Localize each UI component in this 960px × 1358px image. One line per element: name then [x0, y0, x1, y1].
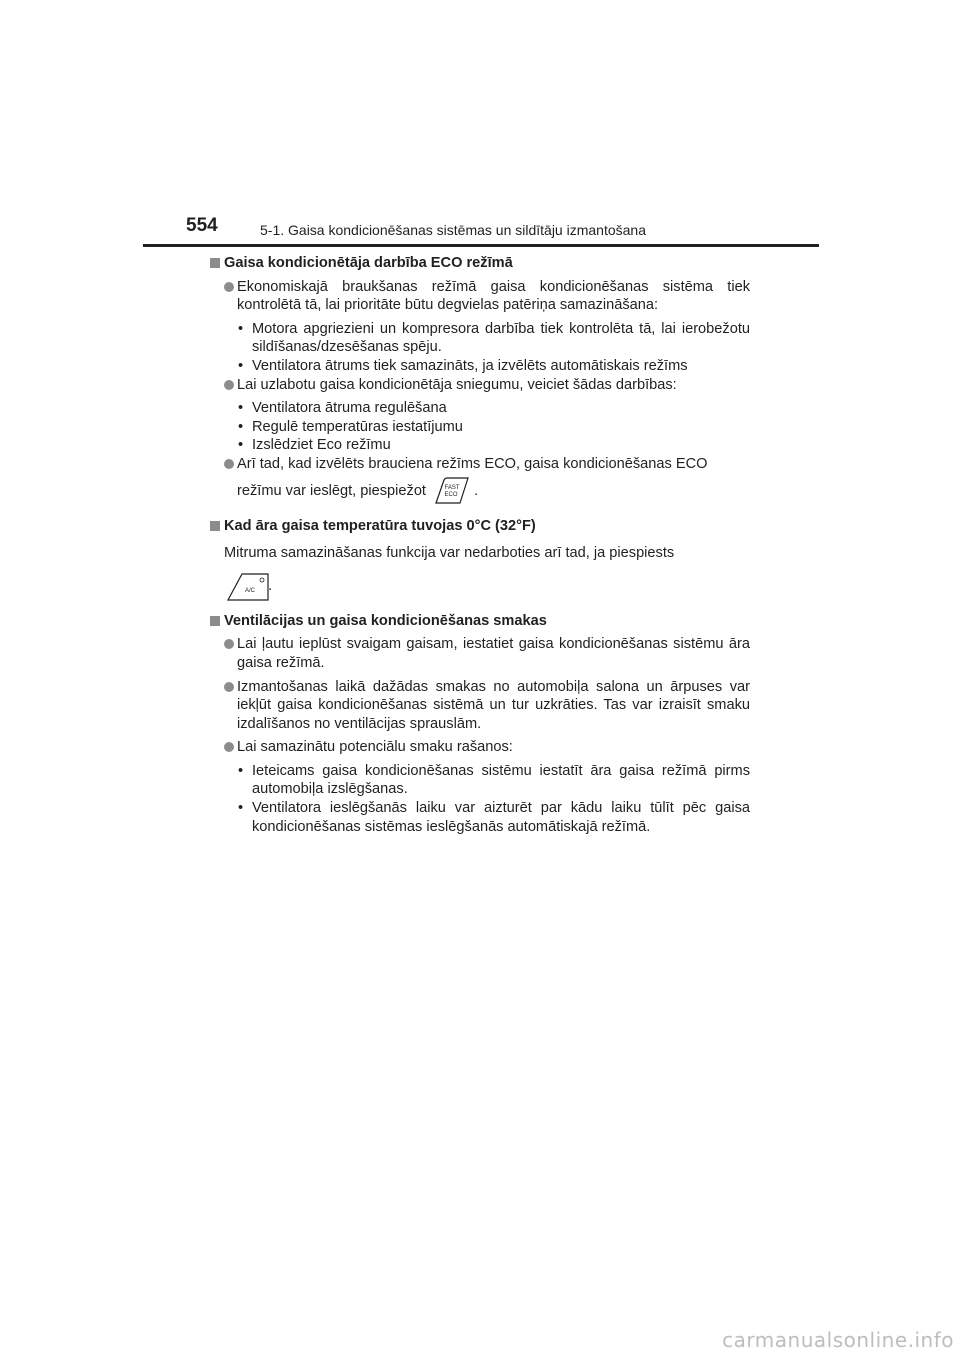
sub-item-text: Izslēdziet Eco režīmu — [252, 437, 391, 454]
square-bullet-icon — [210, 521, 220, 531]
ac-button-icon — [224, 572, 264, 600]
sub-list-item — [210, 320, 750, 357]
sub-item-text: Motora apgriezieni un kompresora darbība tiek kontrolēta tā, lai ierobežotu sildīšanas/dzesēšanas spēju. — [252, 320, 750, 356]
paragraph-text: Mitruma samazināšanas funkcija var nedarboties arī tad, ja piespiests — [224, 545, 675, 562]
page-content — [210, 254, 750, 836]
section-heading-text: Ventilācijas un gaisa kondicionēšanas smakas — [224, 612, 547, 629]
section-heading-text: Gaisa kondicionētāja darbība ECO režīmā — [224, 255, 513, 271]
bullet-text: Arī tad, kad izvēlēts brauciena režīms ECO, gaisa kondicionēšanas ECO — [237, 455, 708, 472]
sub-item-text: Ventilatora ieslēgšanās laiku var aizturēt par kādu laiku tūlīt pēc gaisa kondicionēšanas sistēmas ieslēgšanās automātiskajā režīmā. — [252, 800, 750, 835]
dot-bullet-icon: • — [238, 320, 244, 337]
dot-bullet-icon: • — [238, 437, 244, 454]
dot-bullet-icon: • — [238, 800, 244, 817]
bullet-text: Lai uzlabotu gaisa kondicionētāja sniegumu, veiciet šādas darbības: — [237, 376, 677, 393]
dot-bullet-icon: • — [238, 400, 244, 417]
list-item — [210, 678, 750, 734]
circle-bullet-icon — [224, 682, 234, 692]
bullet-text: Lai samazinātu potenciālu smaku rašanos: — [237, 739, 513, 756]
circle-bullet-icon — [224, 282, 234, 292]
list-item — [210, 278, 750, 315]
sub-list-item — [210, 357, 750, 376]
square-bullet-icon — [210, 258, 220, 268]
eco-label: ECO — [444, 491, 458, 498]
section-heading-temp — [210, 517, 750, 536]
list-item-continuation — [210, 474, 750, 508]
circle-bullet-icon — [224, 639, 234, 649]
list-item — [210, 738, 750, 757]
bullet-text: Lai ļautu ieplūst svaigam gaisam, iestatiet gaisa kondicionēšanas sistēmu āra gaisa režīmā. — [237, 636, 750, 671]
dot-bullet-icon: • — [238, 762, 244, 779]
list-item — [210, 635, 750, 672]
list-item — [210, 376, 750, 395]
bullet-text: režīmu var ieslēgt, piespiežot — [237, 482, 426, 499]
sub-item-text: Ieteicams gaisa kondicionēšanas sistēmu iestatīt āra gaisa režīmā pirms automobiļa izslēgšanas. — [252, 762, 750, 798]
sub-item-text: Regulē temperatūras iestatījumu — [252, 418, 463, 435]
sub-item-text: Ventilatora ātruma regulēšana — [252, 400, 447, 417]
sub-list-item — [210, 418, 750, 437]
sub-list-item — [210, 762, 750, 799]
period-text: . — [474, 482, 479, 499]
chapter-title: 5-1. Gaisa kondicionēšanas sistēmas un sildītāju izmantošana — [260, 222, 646, 238]
sub-list-item — [210, 436, 750, 455]
sub-item-text: Ventilatora ātrums tiek samazināts, ja izvēlēts automātiskais režīms — [252, 357, 688, 374]
sub-list-item — [210, 399, 750, 418]
paragraph-continuation — [210, 569, 750, 603]
period-text: . — [268, 577, 273, 594]
ac-label: A/C — [244, 587, 256, 594]
dot-bullet-icon: • — [238, 357, 244, 374]
section-heading-smell — [210, 612, 750, 631]
bullet-text: Ekonomiskajā braukšanas režīmā gaisa kondicionēšanas sistēma tiek kontrolētā tā, lai prioritāte būtu degvielas patēriņa samazināšana: — [237, 278, 750, 314]
page-number: 554 — [186, 215, 218, 236]
section-heading-eco — [210, 254, 750, 273]
section-heading-text: Kad āra gaisa temperatūra tuvojas 0°C (32°F) — [224, 517, 536, 534]
circle-bullet-icon — [224, 742, 234, 752]
header-rule — [143, 244, 819, 247]
square-bullet-icon — [210, 616, 220, 626]
paragraph — [210, 544, 750, 563]
circle-bullet-icon — [224, 459, 234, 469]
fast-label: FAST — [444, 484, 460, 491]
circle-bullet-icon — [224, 380, 234, 390]
bullet-text: Izmantošanas laikā dažādas smakas no automobiļa salona un ārpuses var iekļūt gaisa kondicionēšanas sistēmā un tur uzkrāties. Tas var izraisīt smaku izdalīšanos no ventilācijas sprauslām. — [237, 678, 750, 732]
fast-eco-button-icon — [430, 477, 470, 505]
sub-list-item — [210, 799, 750, 836]
list-item — [210, 455, 750, 474]
watermark-text: carmanualsonline.info — [722, 1328, 954, 1352]
dot-bullet-icon: • — [238, 418, 244, 435]
